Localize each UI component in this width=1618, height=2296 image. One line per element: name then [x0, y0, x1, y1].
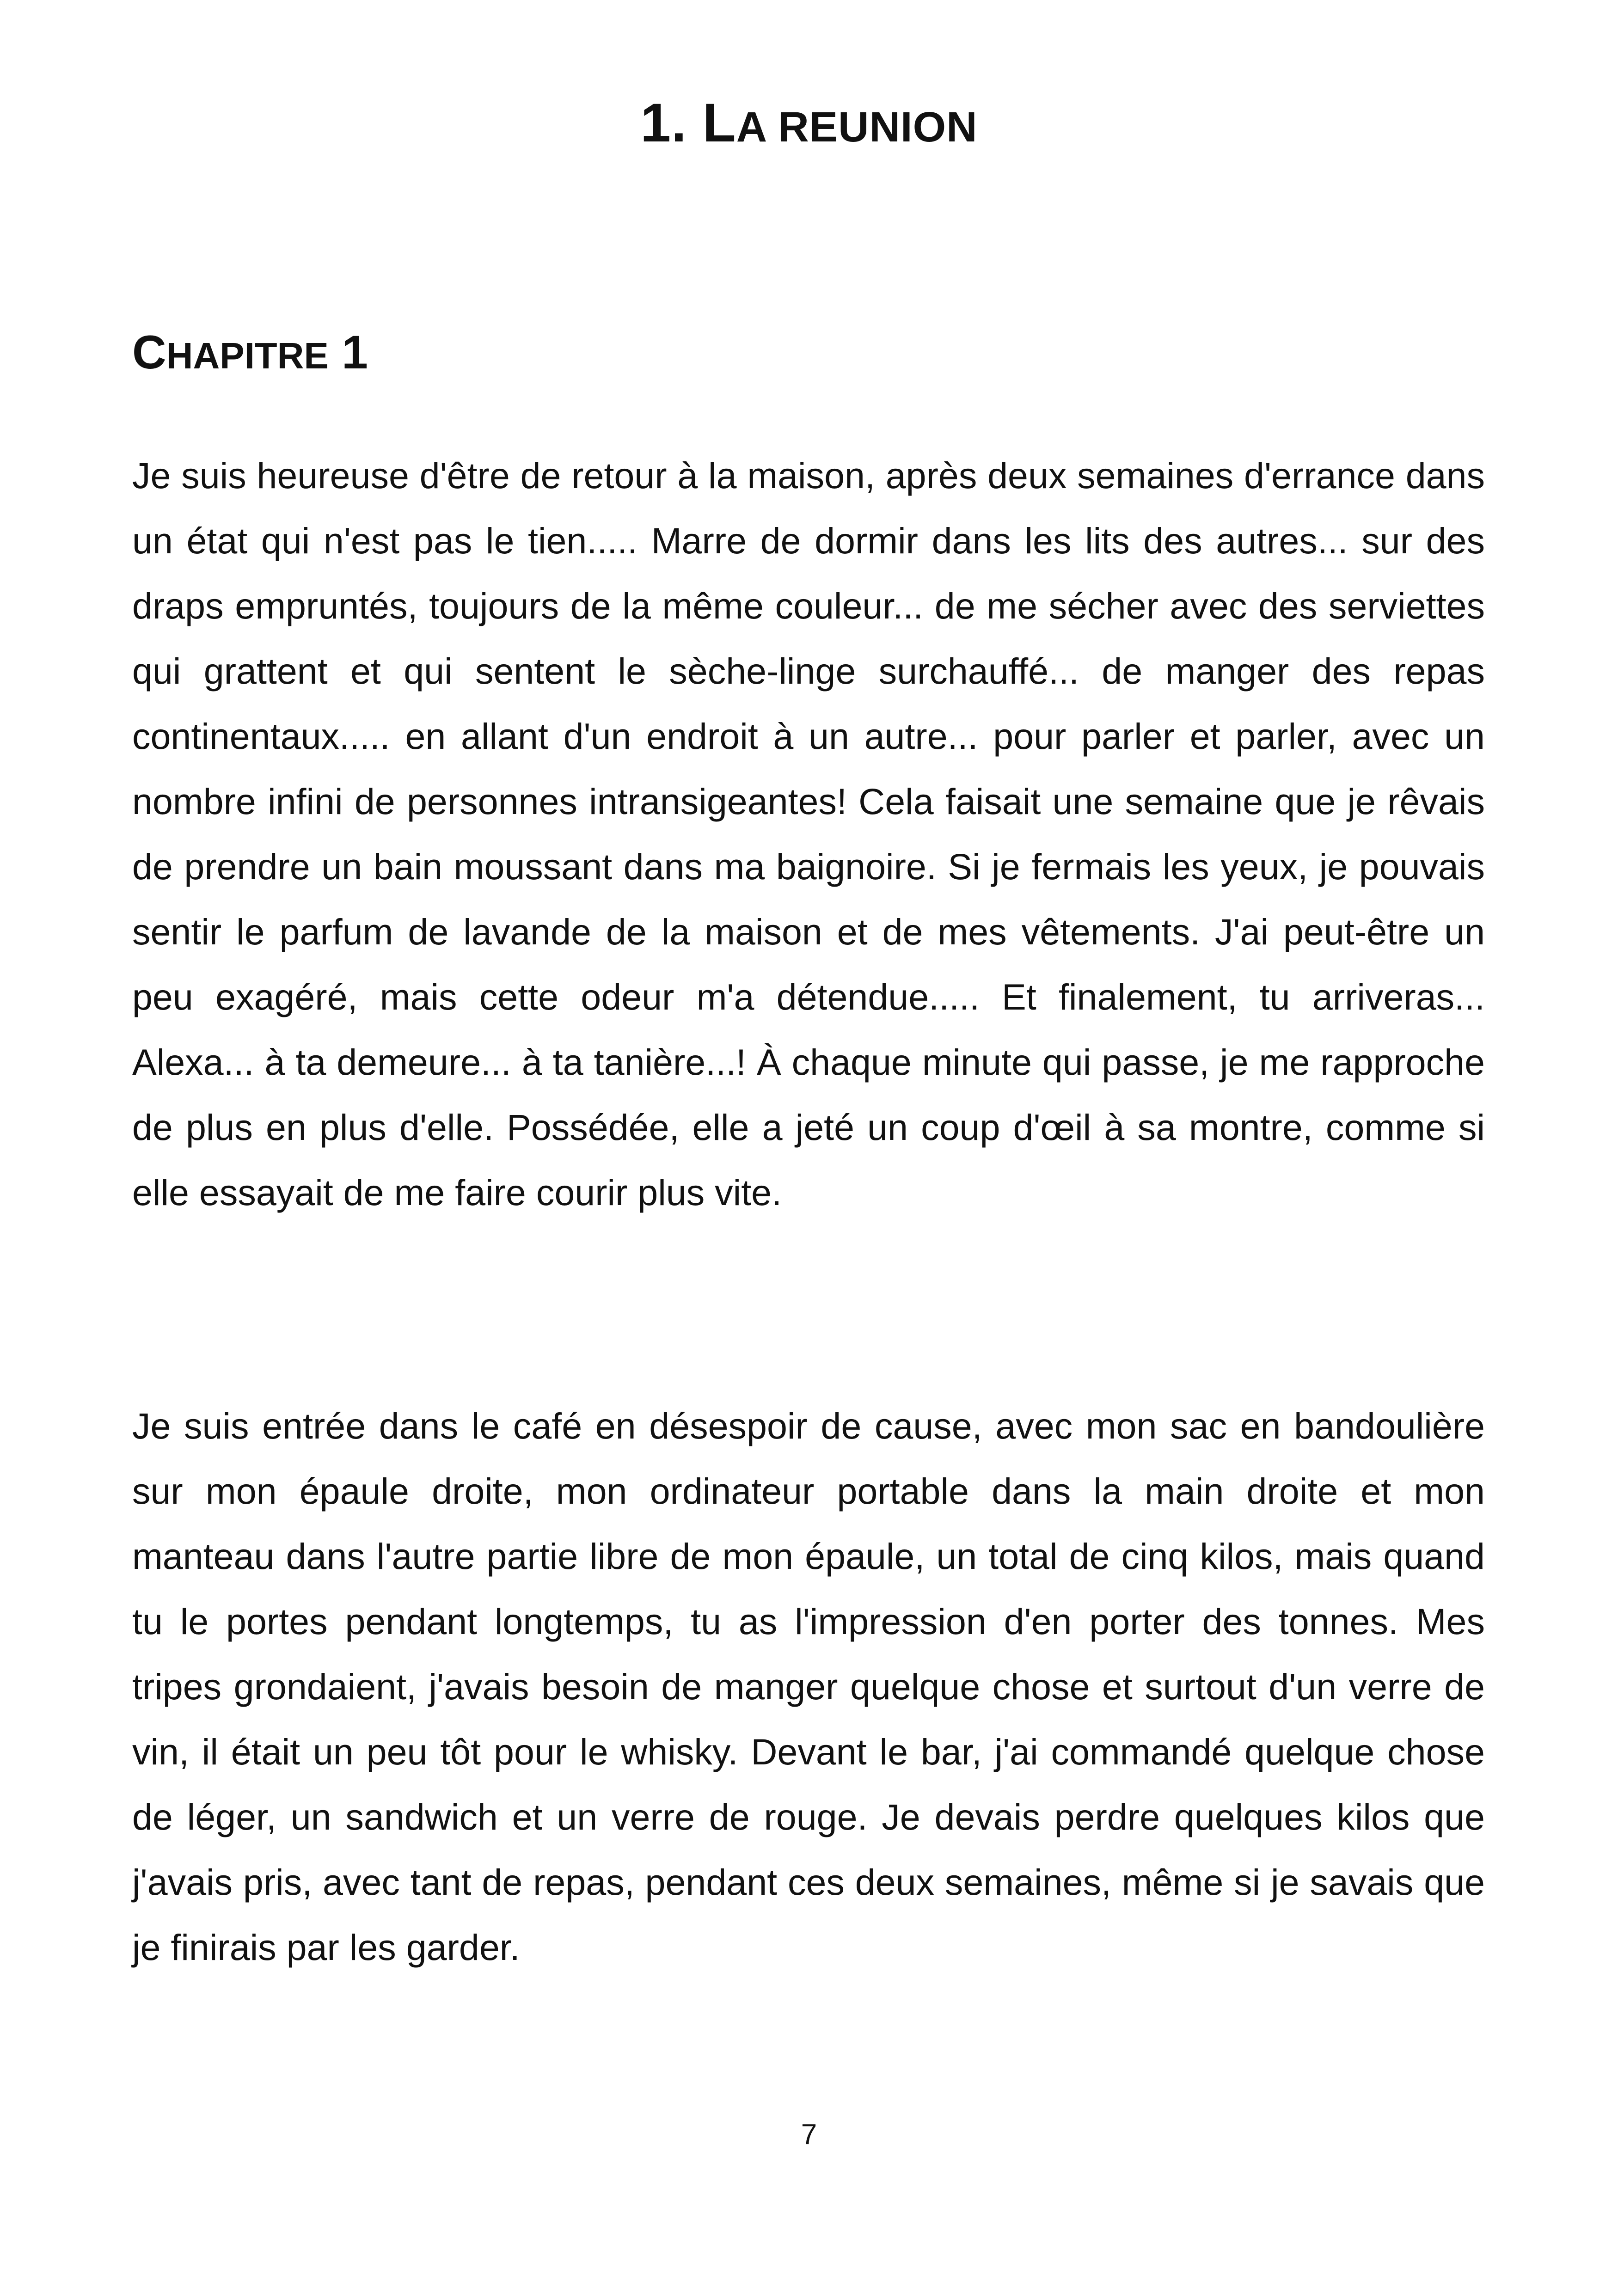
paragraph-1: Je suis heureuse d'être de retour à la maison, après deux semaines d'errance dans un état qui n'est pas le tien..... Marre de dormir dans les lits des autres... sur des draps empruntés, toujours de la même couleur... de me sécher avec des serviettes qui grattent et qui sentent le sèche-linge surchauffé... de manger des repas continentaux..... en allant d'un endroit à un autre... pour parler et parler, avec un nombre infini de personnes intransigeantes! Cela faisait une semaine que je rêvais de prendre un bain moussant dans ma baignoire. Si je fermais les yeux, je pouvais sentir le parfum de lavande de la maison et de mes vêtements. J'ai peut-être un peu exagéré, mais cette odeur m'a détendue..... Et finalement, tu arriveras... Alexa... à ta demeure... à ta tanière...! À chaque minute qui passe, je me rapproche de plus en plus d'elle. Possédée, elle a jeté un coup d'œil à sa montre, comme si elle essayait de me faire courir plus vite. [132, 455, 1485, 1213]
chapter-title-rest: HAPITRE [166, 335, 329, 376]
chapter-number: 1 [342, 326, 368, 379]
chapter-title [132, 324, 368, 385]
page-number: 7 [801, 2118, 817, 2150]
part-title [0, 91, 1618, 159]
part-title-rest: A REUNION [736, 104, 978, 151]
paragraph-2: Je suis entrée dans le café en désespoir de cause, avec mon sac en bandoulière sur mon épaule droite, mon ordinateur portable dans la main droite et mon manteau dans l'autre partie libre de mon épaule, un total de cinq kilos, mais quand tu le portes pendant longtemps, tu as l'impression d'en porter des tonnes. Mes tripes grondaient, j'avais besoin de manger quelque chose et surtout d'un verre de vin, il était un peu tôt pour le whisky. Devant le bar, j'ai commandé quelque chose de léger, un sandwich et un verre de rouge. Je devais perdre quelques kilos que j'avais pris, avec tant de repas, pendant ces deux semaines, même si je savais que je finirais par les garder. [132, 1405, 1485, 1968]
part-title-initial: L [702, 92, 736, 153]
part-number: 1. [640, 92, 687, 153]
chapter-title-initial: C [132, 326, 166, 379]
